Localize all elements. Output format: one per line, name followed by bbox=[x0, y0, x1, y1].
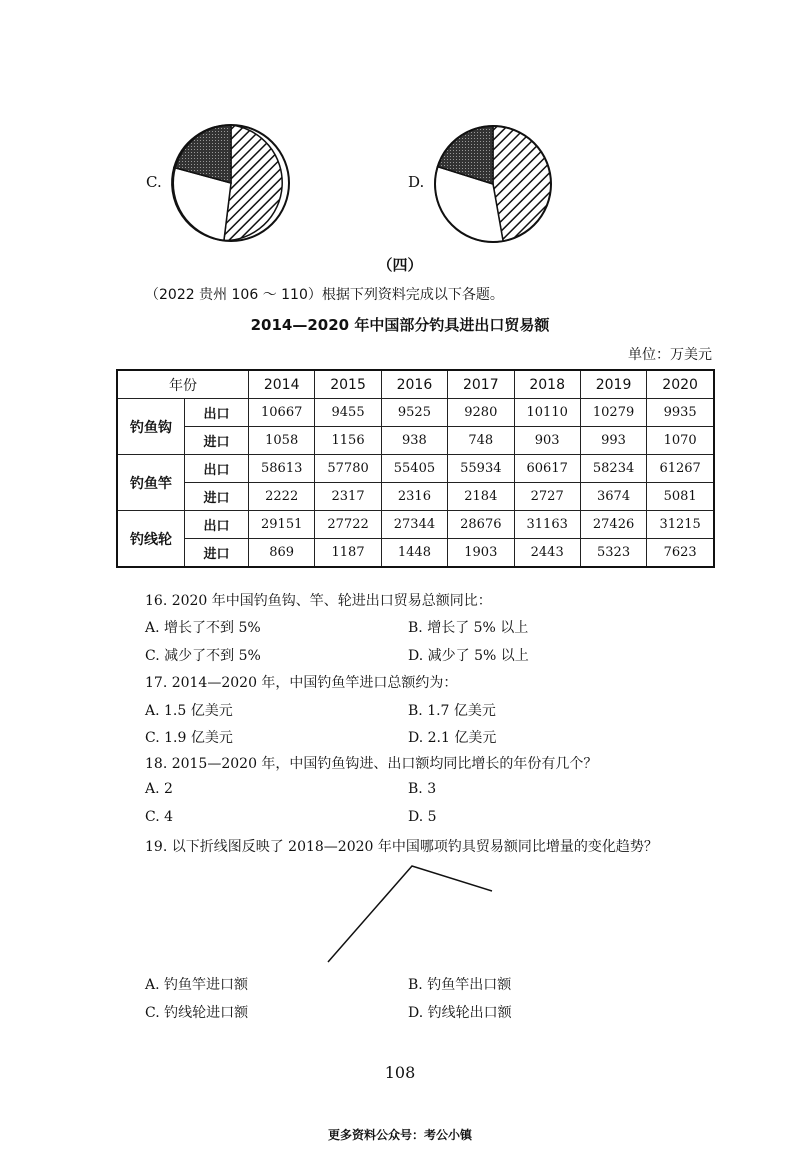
header-year-label: 年份 bbox=[117, 370, 249, 399]
table-row bbox=[117, 399, 714, 427]
group-name: 钓线轮 bbox=[117, 511, 185, 568]
table-cell: 27722 bbox=[315, 511, 381, 539]
row-label: 出口 bbox=[185, 399, 249, 427]
option-d-label: D. bbox=[408, 173, 425, 191]
table-cell: 55405 bbox=[381, 455, 447, 483]
table-cell: 5323 bbox=[580, 539, 646, 568]
row-label: 进口 bbox=[185, 427, 249, 455]
question-16-option-b[interactable]: B. 增长了 5% 以上 bbox=[408, 620, 529, 636]
table-cell: 31215 bbox=[647, 511, 714, 539]
table-cell: 29151 bbox=[249, 511, 315, 539]
question-19-stem: 19. 以下折线图反映了 2018—2020 年中国哪项钓具贸易额同比增量的变化趋势？ bbox=[145, 839, 658, 855]
table-cell: 2443 bbox=[514, 539, 580, 568]
table-cell: 748 bbox=[448, 427, 514, 455]
table-row bbox=[117, 539, 714, 568]
table-cell: 58613 bbox=[249, 455, 315, 483]
table-cell: 60617 bbox=[514, 455, 580, 483]
table-cell: 2317 bbox=[315, 483, 381, 511]
option-c-label: C. bbox=[146, 173, 162, 191]
table-cell: 10667 bbox=[249, 399, 315, 427]
header-year: 2020 bbox=[647, 370, 714, 399]
table-cell: 58234 bbox=[580, 455, 646, 483]
table-cell: 1156 bbox=[315, 427, 381, 455]
trade-table bbox=[116, 369, 715, 568]
table-cell: 938 bbox=[381, 427, 447, 455]
table-cell: 9280 bbox=[448, 399, 514, 427]
table-cell: 55934 bbox=[448, 455, 514, 483]
table-row bbox=[117, 427, 714, 455]
table-cell: 27426 bbox=[580, 511, 646, 539]
row-label: 进口 bbox=[185, 539, 249, 568]
unit-label: 单位：万美元 bbox=[628, 347, 712, 363]
group-name: 钓鱼钩 bbox=[117, 399, 185, 455]
table-cell: 1187 bbox=[315, 539, 381, 568]
table-cell: 9455 bbox=[315, 399, 381, 427]
question-17-option-c[interactable]: C. 1.9 亿美元 bbox=[145, 730, 233, 746]
table-row bbox=[117, 511, 714, 539]
question-18-option-d[interactable]: D. 5 bbox=[408, 809, 437, 825]
row-label: 进口 bbox=[185, 483, 249, 511]
question-16-option-c[interactable]: C. 减少了不到 5% bbox=[145, 648, 261, 664]
footer-note: 更多资料公众号：考公小镇 bbox=[327, 1128, 472, 1142]
table-cell: 61267 bbox=[647, 455, 714, 483]
table-cell: 2316 bbox=[381, 483, 447, 511]
question-17-option-b[interactable]: B. 1.7 亿美元 bbox=[408, 703, 496, 719]
question-16-option-d[interactable]: D. 减少了 5% 以上 bbox=[408, 648, 529, 664]
pie-slice-hatched bbox=[493, 126, 551, 241]
question-19-option-d[interactable]: D. 钓线轮出口额 bbox=[408, 1005, 512, 1021]
question-17-stem: 17. 2014—2020 年，中国钓鱼竿进口总额约为： bbox=[145, 675, 458, 691]
header-year: 2017 bbox=[448, 370, 514, 399]
table-cell: 1058 bbox=[249, 427, 315, 455]
question-19-option-b[interactable]: B. 钓鱼竿出口额 bbox=[408, 977, 512, 993]
table-cell: 10110 bbox=[514, 399, 580, 427]
question-18-stem: 18. 2015—2020 年，中国钓鱼钩进、出口额均同比增长的年份有几个？ bbox=[145, 756, 598, 772]
table-cell: 2727 bbox=[514, 483, 580, 511]
table-cell: 57780 bbox=[315, 455, 381, 483]
table-title: 2014—2020 年中国部分钓具进出口贸易额 bbox=[250, 316, 550, 334]
header-year: 2018 bbox=[514, 370, 580, 399]
table-cell: 5081 bbox=[647, 483, 714, 511]
header-year: 2014 bbox=[249, 370, 315, 399]
table-cell: 2222 bbox=[249, 483, 315, 511]
table-cell: 28676 bbox=[448, 511, 514, 539]
question-19-option-a[interactable]: A. 钓鱼竿进口额 bbox=[145, 977, 249, 993]
question-19-option-c[interactable]: C. 钓线轮进口额 bbox=[145, 1005, 249, 1021]
table-cell: 7623 bbox=[647, 539, 714, 568]
table-cell: 9935 bbox=[647, 399, 714, 427]
table-cell: 993 bbox=[580, 427, 646, 455]
table-cell: 9525 bbox=[381, 399, 447, 427]
section-title: （四） bbox=[377, 256, 423, 274]
table-row bbox=[117, 483, 714, 511]
header-year: 2016 bbox=[381, 370, 447, 399]
header-year: 2015 bbox=[315, 370, 381, 399]
table-header-row bbox=[117, 370, 714, 399]
trend-line bbox=[328, 866, 492, 962]
page-number: 108 bbox=[384, 1063, 416, 1082]
table-row bbox=[117, 455, 714, 483]
table-cell: 1070 bbox=[647, 427, 714, 455]
group-name: 钓鱼竿 bbox=[117, 455, 185, 511]
trend-line-figure bbox=[320, 858, 500, 968]
table-cell: 1448 bbox=[381, 539, 447, 568]
table-cell: 2184 bbox=[448, 483, 514, 511]
question-18-option-b[interactable]: B. 3 bbox=[408, 781, 437, 797]
question-16-option-a[interactable]: A. 增长了不到 5% bbox=[145, 620, 261, 636]
question-18-option-a[interactable]: A. 2 bbox=[145, 781, 173, 797]
table-cell: 1903 bbox=[448, 539, 514, 568]
question-17-option-a[interactable]: A. 1.5 亿美元 bbox=[145, 703, 233, 719]
pie-chart-option-c bbox=[169, 121, 293, 245]
table-cell: 903 bbox=[514, 427, 580, 455]
question-18-option-c[interactable]: C. 4 bbox=[145, 809, 174, 825]
table-cell: 869 bbox=[249, 539, 315, 568]
pie-chart-option-d bbox=[431, 122, 555, 246]
table-cell: 10279 bbox=[580, 399, 646, 427]
question-17-option-d[interactable]: D. 2.1 亿美元 bbox=[408, 730, 497, 746]
table-cell: 31163 bbox=[514, 511, 580, 539]
row-label: 出口 bbox=[185, 511, 249, 539]
question-16-stem: 16. 2020 年中国钓鱼钩、竿、轮进出口贸易总额同比： bbox=[145, 593, 492, 609]
intro-text: （2022 贵州 106 ～ 110）根据下列资料完成以下各题。 bbox=[145, 287, 504, 303]
header-year: 2019 bbox=[580, 370, 646, 399]
row-label: 出口 bbox=[185, 455, 249, 483]
table-cell: 27344 bbox=[381, 511, 447, 539]
table-cell: 3674 bbox=[580, 483, 646, 511]
